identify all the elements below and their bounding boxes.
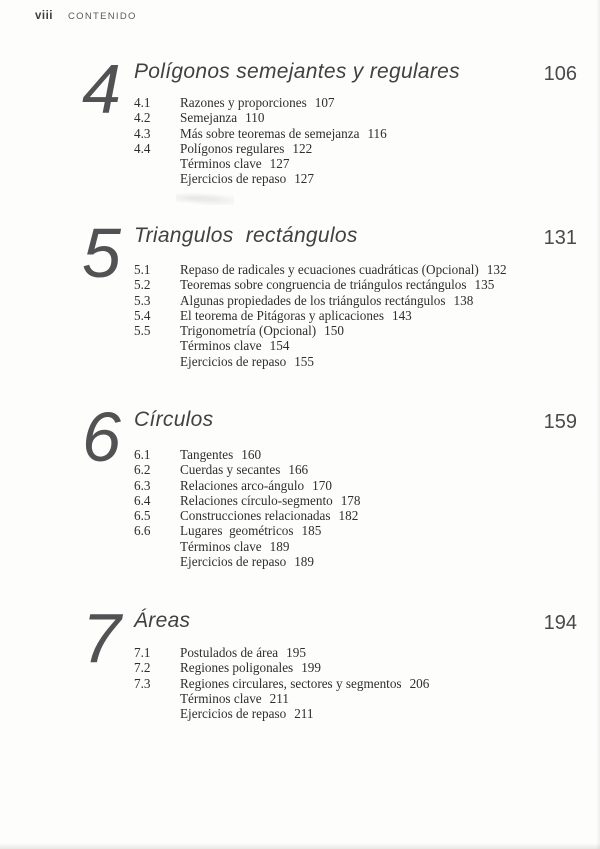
toc-row [134,523,360,538]
section-title: Razones y proporciones [180,95,307,110]
section-number: 4.4 [134,140,151,156]
section-title: Ejercicios de repaso [180,171,287,187]
section-number: 6.2 [134,462,151,478]
toc-row [134,706,429,721]
section-title: Repaso de radicales y ecuaciones cuadráticas (Opcional) [180,262,479,277]
toc-row [134,493,360,508]
section-page-number: 143 [391,307,412,323]
chapter-number: 7 [82,599,121,677]
toc-row [134,171,387,186]
chapter-sections [134,95,387,187]
chapter-title: Polígonos semejantes y regulares [134,60,460,83]
chapter-sections [134,447,360,569]
section-number: 5.4 [134,307,151,323]
toc-row [134,141,387,156]
toc-row [134,262,507,277]
section-number: 5.1 [134,262,151,277]
section-page-number: 195 [286,645,306,660]
section-title: Lugares geométricos [180,523,294,539]
section-number: 7.1 [134,645,151,660]
section-number: 4.2 [134,110,151,126]
section-title: Teoremas sobre congruencia de triángulos rectángulos [180,277,467,293]
section-number: 6.3 [134,477,151,493]
toc-row [134,660,429,675]
section-page-number: 132 [486,262,507,277]
toc-row [134,338,507,353]
section-title: Términos clave [180,690,262,706]
toc-row [134,156,387,171]
toc-row [134,508,360,523]
section-title: Tangentes [180,447,234,462]
chapter-number: 6 [82,398,121,476]
toc-row [134,691,429,706]
section-page-number: 170 [312,477,332,493]
section-title: Construcciones relacionadas [180,508,331,524]
section-title: Términos clave [180,338,262,354]
chapter-page-number: 159 [543,411,577,433]
toc-row [134,293,507,308]
chapter-number: 4 [82,50,121,128]
toc-row [134,323,507,338]
chapter-number: 5 [82,214,121,292]
section-title: Cuerdas y secantes [180,462,281,478]
folio-page-number: viii [35,10,53,22]
toc-row [134,95,387,110]
chapter-title: Círculos [134,408,214,431]
running-title: CONTENIDO [67,11,137,22]
section-number: 7.3 [134,675,151,691]
toc-row [134,539,360,554]
toc-row [134,554,360,569]
section-number: 5.5 [134,323,151,339]
chapter-page-number: 106 [543,63,577,85]
section-title: Términos clave [180,538,262,554]
section-title: Semejanza [180,110,238,126]
section-page-number: 166 [288,462,309,478]
section-number: 6.6 [134,523,151,539]
chapter-sections [134,262,507,369]
toc-row [134,478,360,493]
section-page-number: 189 [294,554,314,570]
section-page-number: 211 [294,706,314,722]
chapter-title: Áreas [134,609,191,632]
running-header [35,10,137,22]
section-page-number: 155 [294,353,314,369]
toc-row [134,354,507,369]
toc-row [134,110,387,125]
section-page-number: 127 [269,156,290,172]
section-number: 4.3 [134,125,151,141]
section-title: Algunas propiedades de los triángulos rectángulos [180,292,446,308]
page-edge-shadow-bottom [0,843,600,849]
section-page-number: 160 [241,447,262,462]
chapter-sections [134,645,429,721]
section-page-number: 206 [409,675,430,691]
section-page-number: 185 [301,523,322,539]
chapter-page-number: 131 [543,227,577,249]
section-page-number: 122 [292,140,313,156]
section-title: Ejercicios de repaso [180,353,287,369]
section-title: Trigonometría (Opcional) [180,323,317,339]
section-number: 5.3 [134,292,151,308]
section-page-number: 211 [269,690,289,706]
section-title: Relaciones arco-ángulo [180,477,305,493]
toc-row [134,308,507,323]
scan-smudge [176,192,234,205]
section-page-number: 154 [269,338,290,354]
section-page-number: 178 [340,492,361,508]
section-number: 5.2 [134,277,151,293]
section-title: El teorema de Pitágoras y aplicaciones [180,307,384,323]
section-title: Polígonos regulares [180,140,285,156]
section-title: Más sobre teoremas de semejanza [180,125,360,141]
section-page-number: 135 [474,277,495,293]
section-page-number: 107 [314,95,335,110]
toc-row [134,645,429,660]
section-number: 6.5 [134,508,151,524]
section-page-number: 199 [301,660,321,676]
section-number: 4.1 [134,95,151,110]
toc-row [134,447,360,462]
section-title: Ejercicios de repaso [180,706,287,722]
section-page-number: 182 [338,508,359,524]
section-title: Términos clave [180,156,262,172]
toc-row [134,277,507,292]
section-page-number: 116 [367,125,387,141]
toc-row [134,126,387,141]
section-page-number: 150 [324,323,344,339]
section-page-number: 189 [269,538,290,554]
section-number: 6.4 [134,492,151,508]
section-title: Regiones poligonales [180,660,294,676]
toc-row [134,462,360,477]
section-page-number: 110 [245,110,265,126]
section-page-number: 127 [294,171,314,187]
chapter-title: Triangulos rectángulos [134,224,358,247]
page-edge-shadow-right [596,0,600,849]
section-title: Regiones circulares, sectores y segmentos [180,675,402,691]
section-number: 6.1 [134,447,151,462]
section-title: Postulados de área [180,645,279,660]
section-number: 7.2 [134,660,151,676]
section-title: Relaciones círculo-segmento [180,492,333,508]
section-page-number: 138 [453,292,474,308]
toc-row [134,676,429,691]
section-title: Ejercicios de repaso [180,554,287,570]
chapter-page-number: 194 [543,612,577,634]
